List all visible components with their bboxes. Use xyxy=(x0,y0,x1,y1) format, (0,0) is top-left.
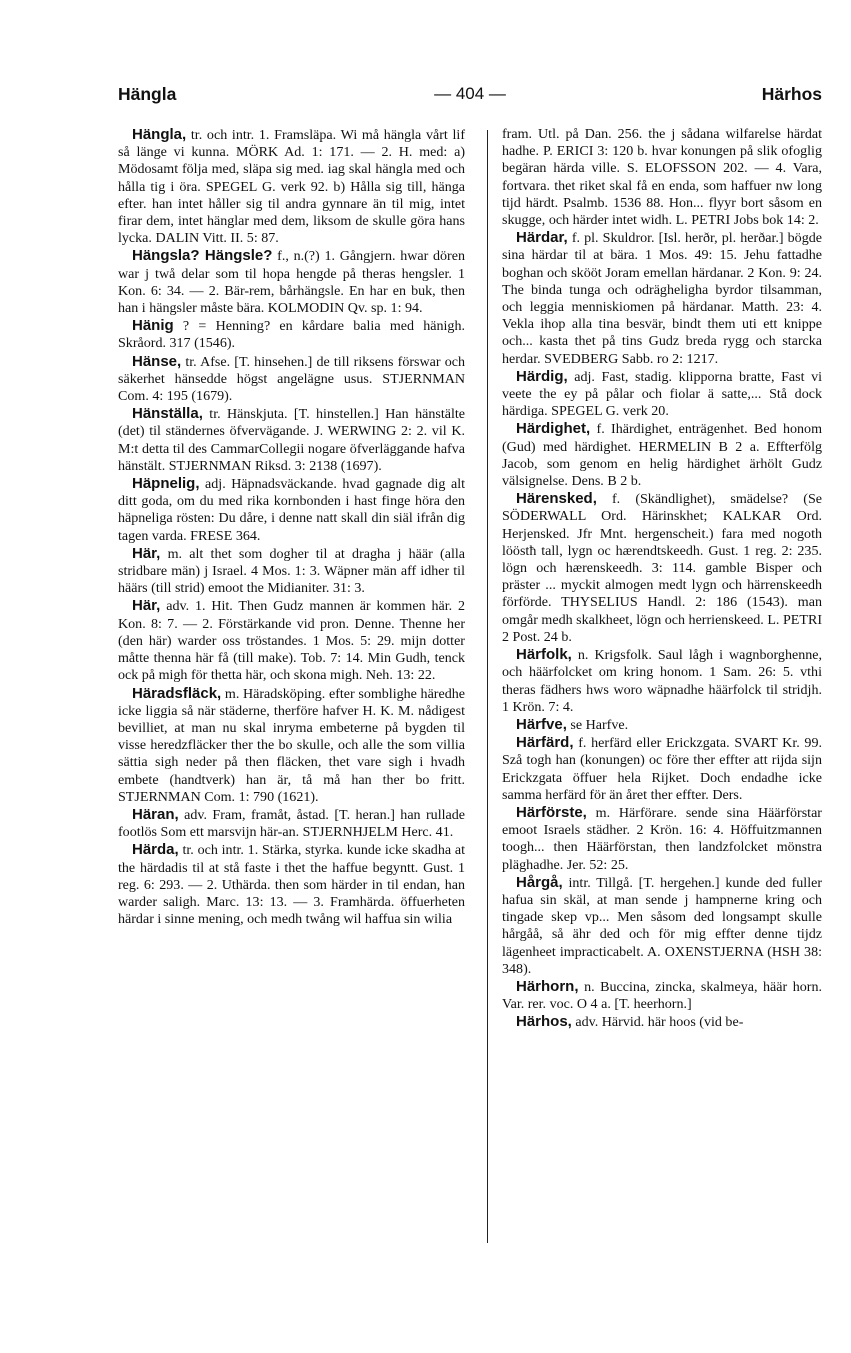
entry-text: intr. Tillgå. [T. hergehen.] kunde ded fuller hafua sin skäl, at man sende j hampnerne kring och tingade skep vp... Men såsom ded longsampt skulle hårgåå, så ähr ded och för mig effter denne tijdz lägenheet impracticabelt. A. OXENSTJERNA (HSH 38: 348). xyxy=(502,874,823,977)
page-header xyxy=(118,84,822,114)
dictionary-entry xyxy=(502,646,822,716)
dictionary-entry xyxy=(118,353,465,406)
entry-text: n. Buccina, zincka, skalmeya, häär horn. Var. rer. voc. O 4 a. [T. heerhorn.] xyxy=(502,978,822,1013)
entry-headword: Härfolk, xyxy=(516,646,572,664)
entry-headword: Häpnelig, xyxy=(132,475,200,493)
right-column xyxy=(502,126,822,1032)
dictionary-entry xyxy=(118,685,465,806)
entry-text: tr. Hänskjuta. [T. hinstellen.] Han hänstälte (det) til ständernes öfvervägande. J. WERWING 2: 2. vil K. M:t detta til des CammarCollegii nogare öfverläggande hafva hänstält. STJERNMAN Riksd. 3: 2138 (1697). xyxy=(118,406,465,474)
entry-headword: Hårgå, xyxy=(516,873,563,891)
dictionary-entry xyxy=(502,1013,822,1031)
entry-text: f. (Skändlighet), smädelse? (Se SÖDERWALL Ord. Härinskhet; KALKAR Ord. Herjensked. Jfr Mnt. hergenscheit.) fara med nogoth lööstħ tall, lygn oc hærendtskeedh. Gust. 1 reg. 2: 235. lögn och hærenskeedh. 3: 114. gamble Bisper och präster ... myckit almogen medt lygn och härrenskeedh förförde. THYSELIUS Handl. 2: 186 (1543). man omgår medh skalkheet, lögn och herrienskeed. L. PETRI 2 Post. 24 b. xyxy=(502,491,822,645)
entry-headword: Härensked, xyxy=(516,490,597,508)
dictionary-entry xyxy=(118,475,465,545)
entry-headword: Härdig, xyxy=(516,367,568,385)
running-head-right: Härhos xyxy=(761,84,822,104)
entry-headword: Häradsfläck, xyxy=(132,684,222,702)
entry-headword: Härdar, xyxy=(516,229,568,247)
entry-headword: Härda, xyxy=(132,841,179,859)
entry-headword: Härhos, xyxy=(516,1013,572,1031)
entry-headword: Hänig xyxy=(132,317,174,335)
entry-text: f. Ihärdighet, enträgenhet. Bed honom (Gud) med härdighet. HERMELIN B 2 a. Effterfölg Jacob, som genom en helig härdighet ärhölt Gudz välsignelse. Dens. B 2 b. xyxy=(502,421,822,490)
entry-text: tr. Afse. [T. hinsehen.] de till riksens förswar och säkerhet hänsedde högst angelägne usus. STJERNMAN Com. 4: 195 (1679). xyxy=(118,353,465,405)
entry-text: tr. och intr. 1. Framsläpa. Wi må hängla vårt lif så länge vi kunna. MÖRK Ad. 1: 171. — 2. H. med: a) Mödosamt följa med, släpa sig med. iag skal hängla med och hålla tig i öra. SPEGEL G. verk 92. b) Hålla sig till, hänga efter. han intet håller sig til andra gynnare än til mig, intet firar dem, intet hänglar med dem, liksom de skulle göra hans lycka. DALIN Vitt. II. 5: 87. xyxy=(118,127,465,247)
dictionary-entry xyxy=(502,734,822,804)
dictionary-entry xyxy=(118,126,465,247)
page-number: — 404 — xyxy=(434,84,506,103)
entry-text: n. Krigsfolk. Saul lågh i wagnborghenne, och häärfolcket om kring honom. 1 Sam. 26: 5. vthi theras fädhers hws woro wäpnadhe häärfolck til stridjh. 1 Krön. 7: 4. xyxy=(502,647,823,715)
entry-headword: Här, xyxy=(132,597,161,615)
dictionary-entry xyxy=(502,229,822,368)
entry-text: f. pl. Skuldror. [Isl. herðr, pl. herðar.] bögde sina härdar til at bära. 1 Mos. 49: 15. Jehu fattadhe boghan och skööt Joram emellan härdanar. 2 Kon. 9: 24. The binda tunga och odrägheligha byrdor tilsamman, och leggia menniskiomen på härdanar. Matth. 23: 4. Vekla ihop alla tina besvär, bindt them uti ett knippe och... kasta thet på tins Gudz breda rygg och starcka herdar. SVEDBERG Sabb. ro 2: 1217. xyxy=(502,230,822,367)
dictionary-entry xyxy=(118,841,465,928)
entry-text: m. Härförare. sende sina Häärförstar emoot Israels städher. 2 Krön. 16: 4. Höffuitzmannen toogh... then Häärförstan, then landzfolcket mönstra pläghadhe. Jer. 52: 25. xyxy=(502,804,822,873)
dictionary-entry xyxy=(118,597,465,684)
entry-text: adj. Fast, stadig. klipporna bratte, Fast vi veete the ey på pålar och fiolar ä satte,... Stå dock härdiga. SPEGEL G. verk 20. xyxy=(502,368,823,420)
entry-text: adv. Härvid. här hoos (vid be- xyxy=(575,1014,744,1031)
entry-headword: Här, xyxy=(132,544,161,562)
dictionary-entry xyxy=(502,490,822,646)
dictionary-entry xyxy=(502,874,822,978)
entry-headword: Härfve, xyxy=(516,715,567,733)
dictionary-entry xyxy=(118,806,465,841)
left-column xyxy=(118,126,465,928)
entry-text: m. Häradsköping. efter somblighe häredhe icke liggia så när städerne, therföre hafver H. K. M. nådigest bevilliet, at man nu skal inryma embeterne på bygden til visse heredzfläcker ther the bo skulle, och alle the som villia sättia sigh neder på then fläcken, thet vare sigh i hvadh embete (handtverk) han är, tå må han ther bo fritt. STJERNMAN Com. 1: 790 (1621). xyxy=(118,685,465,805)
entry-text: se Harfve. xyxy=(570,716,629,733)
dictionary-entry xyxy=(502,126,822,229)
entry-headword: Härförste, xyxy=(516,803,587,821)
dictionary-entry xyxy=(502,420,822,490)
entry-text: adv. 1. Hit. Then Gudz mannen är kommen här. 2 Kon. 8: 7. — 2. Förstärkande vid pron. Denne. Thenne her (den här) warder oss tröstandes. 1 Mos. 5: 29. mijn dotter måtte thenna här få (till make). Tob. 7: 14. Min Gudh, tenck ock på migh för thetta här, och skona migh. Neh. 13: 22. xyxy=(118,598,466,684)
dictionary-entry xyxy=(118,317,465,352)
column-divider xyxy=(487,130,488,1243)
entry-headword: Hängla, xyxy=(132,126,187,143)
entry-headword: Hängsla? Hängsle? xyxy=(132,247,273,265)
entry-headword: Hänställa, xyxy=(132,405,203,423)
entry-text: ? = Henning? en kårdare balia med hänigh. Skråord. 317 (1546). xyxy=(118,318,465,352)
dictionary-entry xyxy=(502,368,822,421)
entry-text: adv. Fram, framåt, åstad. [T. heran.] han rullade footlös Som ett marsvijn här-an. STJERNHJELM Herc. 41. xyxy=(118,806,465,841)
entry-headword: Härdighet, xyxy=(516,420,591,438)
entry-headword: Hänse, xyxy=(132,352,182,370)
entry-headword: Härfärd, xyxy=(516,734,574,752)
entry-text: fram. Utl. på Dan. 256. the j sådana wilfarelse härdat hadhe. P. ERICI 3: 120 b. hvar konungen på slik ofoglig begäran härda ville. S. ELOFSSON 202. — 4. Vara, fortvara. thet riket skal få en enda, som haffuer nw long tijd härdt. Psalmb. 1536 88. Hon... flyyr bort såsom en skugge, och härder intet widh. L. PETRI Jobs bok 14: 2. xyxy=(502,126,822,229)
dictionary-entry xyxy=(502,716,822,734)
dictionary-entry xyxy=(118,545,465,598)
dictionary-entry xyxy=(118,405,465,475)
entry-text: f., n.(?) 1. Gångjern. hwar dören war j twå delar som til hopa hengde på theras hengsler. 1 Kon. 6: 34. — 2. Bär-rem, bårhängsle. En har en buk, then han i hängsler måste bära. KOLMODIN Qv. sp. 1: 94. xyxy=(118,248,465,317)
entry-text: tr. och intr. 1. Stärka, styrka. kunde icke skadha at the härdadis til at stå faste i thet the haffue begyntt. Gust. 1 reg. 6: 293. — 2. Uthärda. then som härder in til endan, han warder saligh. Marc. 13: 13. — 3. Framhärda. öffuerheten härdar i sinne mening, och medh twång wil haffua sin wilia xyxy=(118,842,466,928)
dictionary-entry xyxy=(502,804,822,874)
entry-text: f. herfärd eller Erickzgata. SVART Kr. 99. Szå togh han (konungen) oc före ther effter att rijda sijn Erickzgata öffuer hela Rijket. Doch endadhe icke samma herfärd för än året ther effter. Ders. xyxy=(502,735,822,803)
running-head-left: Hängla xyxy=(118,84,177,104)
entry-text: adj. Häpnadsväckande. hvad gagnade dig alt ditt goda, om du med rika kornbonden i hast finge höra den häpneliga rösten: Du dåre, i denne natt skall din siäl ifrån dig tagen varda. FRESE 364. xyxy=(118,476,465,544)
entry-headword: Härhorn, xyxy=(516,977,579,995)
dictionary-entry xyxy=(118,247,465,317)
dictionary-entry xyxy=(502,978,822,1013)
entry-headword: Häran, xyxy=(132,805,179,823)
entry-text: m. alt thet som dogher til at dragha j häär (alla stridbare män) j Israel. 4 Mos. 1: 3. Wäpner män aff idher til häärs (till strid) emoot the Midianiter. 31: 3. xyxy=(118,545,466,597)
